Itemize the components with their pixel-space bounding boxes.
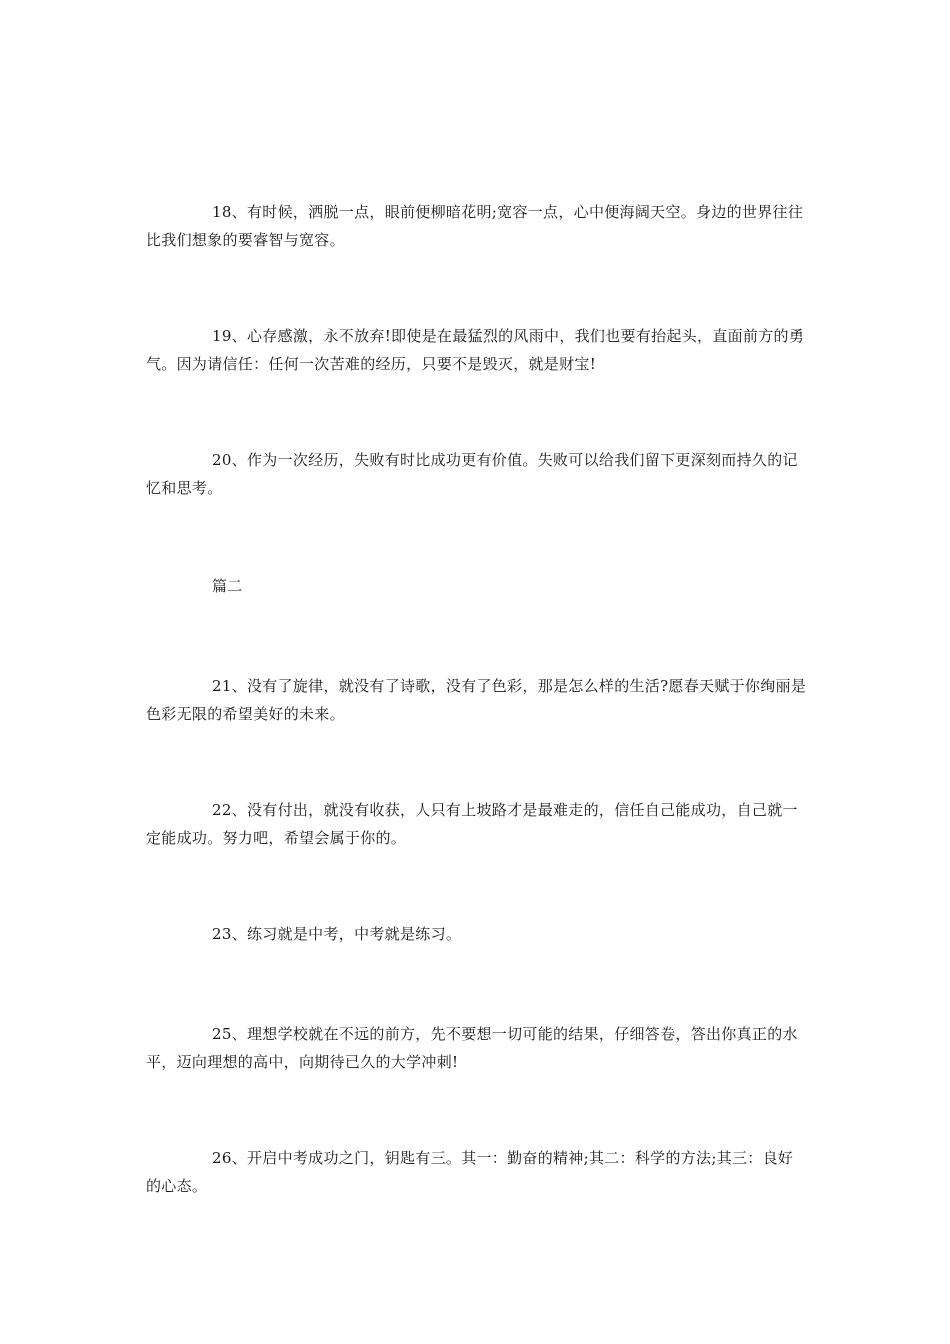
paragraph-18: 18、有时候，洒脱一点，眼前便柳暗花明;宽容一点，心中便海阔天空。身边的世界往往比我们想象的要睿智与宽容。 bbox=[146, 203, 804, 249]
section-heading: 篇二 bbox=[212, 577, 243, 595]
paragraph-25: 25、理想学校就在不远的前方，先不要想一切可能的结果，仔细答卷，答出你真正的水平，迈向理想的高中，向期待已久的大学冲刺! bbox=[146, 1025, 798, 1071]
paragraph-26: 26、开启中考成功之门，钥匙有三。其一：勤奋的精神;其二：科学的方法;其三：良好的心态。 bbox=[146, 1149, 794, 1195]
paragraph-22: 22、没有付出，就没有收获，人只有上坡路才是最难走的，信任自己能成功，自己就一定能成功。努力吧，希望会属于你的。 bbox=[146, 801, 798, 847]
paragraph-19: 19、心存感激，永不放弃!即使是在最猛烈的风雨中，我们也要有抬起头，直面前方的勇气。因为请信任：任何一次苦难的经历，只要不是毁灭，就是财宝! bbox=[146, 327, 805, 373]
paragraph-20: 20、作为一次经历，失败有时比成功更有价值。失败可以给我们留下更深刻而持久的记忆和思考。 bbox=[146, 451, 798, 497]
paragraph-23: 23、练习就是中考，中考就是练习。 bbox=[212, 925, 462, 943]
paragraph-21: 21、没有了旋律，就没有了诗歌，没有了色彩，那是怎么样的生活?愿春天赋于你绚丽是色彩无限的希望美好的未来。 bbox=[146, 677, 807, 723]
